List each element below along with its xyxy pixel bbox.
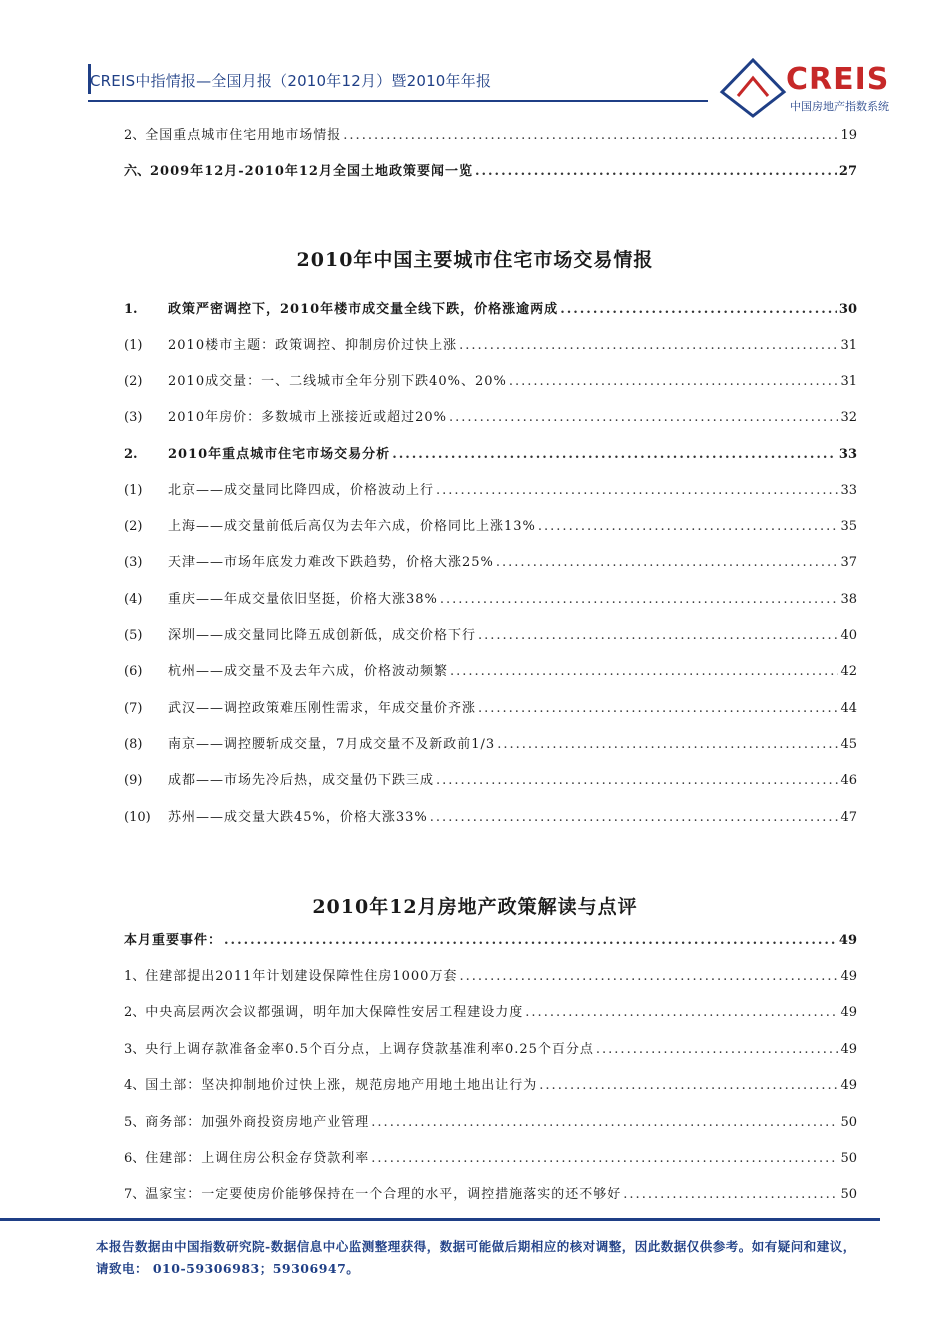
- toc-text: 上海——成交量前低后高仅为去年六成，价格同比上涨13%: [168, 519, 536, 534]
- toc-row[interactable]: [124, 372, 857, 392]
- toc-text: 温家宝：一定要使房价能够保持在一个合理的水平，调控措施落实的还不够好: [145, 1187, 622, 1202]
- toc-page-number: 37: [840, 555, 857, 570]
- toc-leader-dots: [539, 1076, 838, 1096]
- toc-number: (2): [124, 374, 143, 389]
- toc-page-number: 19: [840, 128, 857, 143]
- toc-row[interactable]: [124, 481, 857, 501]
- toc-leader-dots: [538, 517, 839, 537]
- toc-number: (8): [124, 737, 143, 752]
- toc-leader-dots: [478, 699, 838, 719]
- toc-row[interactable]: [124, 1040, 857, 1060]
- toc-text: 央行上调存款准备金率0.5个百分点，上调存贷款基准利率0.25个百分点: [145, 1042, 594, 1057]
- toc-text: 住建部提出2011年计划建设保障性住房1000万套: [145, 969, 458, 984]
- header-title: CREIS中指情报—全国月报（2010年12月）暨2010年年报: [90, 72, 492, 90]
- toc-text: 深圳——成交量同比降五成创新低，成交价格下行: [168, 628, 477, 643]
- toc-number: (6): [124, 664, 143, 679]
- toc-row[interactable]: [124, 967, 857, 987]
- toc-leader-dots: [459, 967, 838, 987]
- toc-page-number: 27: [838, 164, 857, 179]
- toc-text: 全国重点城市住宅用地市场情报: [145, 128, 342, 143]
- toc-text: 2010年重点城市住宅市场交易分析: [168, 447, 391, 462]
- toc-number: 7、: [124, 1187, 146, 1202]
- toc-row[interactable]: [124, 1003, 857, 1023]
- toc-text: 2010年房价：多数城市上涨接近或超过20%: [168, 410, 447, 425]
- toc-number: 5、: [124, 1115, 146, 1130]
- toc-leader-dots: [525, 1003, 838, 1023]
- toc-leader-dots: [343, 126, 838, 146]
- toc-text: 2010楼市主题：政策调控、抑制房价过快上涨: [168, 338, 458, 353]
- toc-leader-dots: [371, 1149, 838, 1169]
- toc-page-number: 45: [840, 737, 857, 752]
- creis-logo-mark-icon: [718, 56, 788, 118]
- toc-leader-dots: [478, 626, 838, 646]
- toc-page-number: 31: [840, 374, 857, 389]
- footer-rule: [0, 1218, 880, 1221]
- toc-leader-dots: [450, 662, 838, 682]
- toc-row[interactable]: [124, 408, 857, 428]
- toc-number: (10): [124, 810, 151, 825]
- toc-leader-dots: [596, 1040, 839, 1060]
- toc-text: 天津——市场年底发力难改下跌趋势，价格大涨25%: [168, 555, 494, 570]
- toc-page-number: 38: [840, 592, 857, 607]
- toc-number: 3、: [124, 1042, 146, 1057]
- toc-text: 中央高层两次会议都强调，明年加大保障性安居工程建设力度: [145, 1005, 524, 1020]
- toc-number: (4): [124, 592, 143, 607]
- creis-logo: [718, 56, 918, 118]
- toc-page-number: 44: [840, 701, 857, 716]
- toc-number: 1、: [124, 969, 146, 984]
- toc-page-number: 46: [840, 773, 857, 788]
- toc-row[interactable]: [124, 300, 857, 320]
- toc-row[interactable]: [124, 1076, 857, 1096]
- logo-subtitle: 中国房地产指数系统: [790, 100, 889, 113]
- toc-text: 商务部：加强外商投资房地产业管理: [145, 1115, 370, 1130]
- toc-number: 六、: [124, 164, 151, 179]
- toc-number: 2.: [124, 447, 138, 462]
- section-title: 2010年中国主要城市住宅市场交易情报: [296, 249, 654, 271]
- toc-number: (2): [124, 519, 143, 534]
- toc-text: 北京——成交量同比降四成，价格波动上行: [168, 483, 435, 498]
- toc-number: 1.: [124, 302, 138, 317]
- toc-row[interactable]: [124, 126, 857, 146]
- toc-number: (5): [124, 628, 143, 643]
- footer-note: 本报告数据由中国指数研究院-数据信息中心监测整理获得，数据可能做后期相应的核对调整，因此数据仅供参考。如有疑问和建议，请致电： 010-59306983；59306947。: [96, 1239, 856, 1276]
- toc-page-number: 49: [840, 969, 857, 984]
- toc-number: (3): [124, 555, 143, 570]
- toc-leader-dots: [623, 1185, 838, 1205]
- toc-row[interactable]: [124, 662, 857, 682]
- toc-page-number: 33: [838, 447, 857, 462]
- toc-leader-dots: [459, 336, 838, 356]
- toc-row[interactable]: [124, 336, 857, 356]
- toc-row[interactable]: [124, 445, 857, 465]
- toc-row[interactable]: [124, 931, 857, 951]
- toc-text: 住建部：上调住房公积金存贷款利率: [145, 1151, 370, 1166]
- toc-leader-dots: [436, 481, 838, 501]
- toc-text: 武汉——调控政策难压刚性需求，年成交量价齐涨: [168, 701, 477, 716]
- toc-page-number: 40: [840, 628, 857, 643]
- toc-row[interactable]: [124, 626, 857, 646]
- toc-page-number: 33: [840, 483, 857, 498]
- toc-leader-dots: [436, 771, 838, 791]
- toc-page-number: 31: [840, 338, 857, 353]
- toc-row[interactable]: [124, 699, 857, 719]
- toc-page-number: 50: [840, 1115, 857, 1130]
- toc-text: 杭州——成交量不及去年六成，价格波动频繁: [168, 664, 449, 679]
- toc-row[interactable]: [124, 735, 857, 755]
- toc-leader-dots: [475, 162, 837, 182]
- toc-leader-dots: [371, 1113, 838, 1133]
- toc-page-number: 47: [840, 810, 857, 825]
- toc-text: 苏州——成交量大跌45%，价格大涨33%: [168, 810, 428, 825]
- toc-row[interactable]: [124, 1185, 857, 1205]
- toc-row[interactable]: [124, 1149, 857, 1169]
- toc-leader-dots: [430, 808, 839, 828]
- toc-text: 政策严密调控下，2010年楼市成交量全线下跌，价格涨逾两成: [168, 302, 559, 317]
- toc-number: 6、: [124, 1151, 146, 1166]
- toc-page-number: 49: [840, 1042, 857, 1057]
- toc-row[interactable]: [124, 1113, 857, 1133]
- toc-number: 4、: [124, 1078, 146, 1093]
- toc-page-number: 49: [840, 1005, 857, 1020]
- header-rule: [88, 100, 708, 102]
- toc-number: 2、: [124, 1005, 146, 1020]
- toc-number: 2、: [124, 128, 146, 143]
- toc-number: (1): [124, 483, 143, 498]
- toc-row[interactable]: [124, 553, 857, 573]
- toc-text: 本月重要事件：: [124, 933, 223, 948]
- toc-text: 南京——调控腰斩成交量，7月成交量不及新政前1/3: [168, 737, 496, 752]
- toc-row[interactable]: [124, 162, 857, 182]
- toc-page-number: 49: [840, 1078, 857, 1093]
- toc-row[interactable]: [124, 771, 857, 791]
- logo-text: CREIS: [786, 62, 890, 97]
- toc-leader-dots: [509, 372, 839, 392]
- toc-leader-dots: [224, 931, 837, 951]
- toc-row[interactable]: [124, 590, 857, 610]
- toc-row[interactable]: [124, 517, 857, 537]
- toc-page-number: 50: [840, 1151, 857, 1166]
- toc-number: (3): [124, 410, 143, 425]
- toc-leader-dots: [392, 445, 837, 465]
- toc-page-number: 49: [838, 933, 857, 948]
- section-title: 2010年12月房地产政策解读与点评: [312, 896, 638, 918]
- toc-page-number: 35: [840, 519, 857, 534]
- toc-text: 成都——市场先冷后热，成交量仍下跌三成: [168, 773, 435, 788]
- toc-leader-dots: [496, 553, 839, 573]
- toc-number: (9): [124, 773, 143, 788]
- toc-page-number: 30: [838, 302, 857, 317]
- toc-text: 2010成交量：一、二线城市全年分别下跌40%、20%: [168, 374, 507, 389]
- toc-leader-dots: [497, 735, 838, 755]
- toc-page-number: 50: [840, 1187, 857, 1202]
- toc-text: 国土部：坚决抑制地价过快上涨，规范房地产用地土地出让行为: [145, 1078, 538, 1093]
- toc-leader-dots: [560, 300, 837, 320]
- toc-row[interactable]: [124, 808, 857, 828]
- toc-text: 重庆——年成交量依旧坚挺，价格大涨38%: [168, 592, 438, 607]
- toc-leader-dots: [440, 590, 839, 610]
- toc-text: 2009年12月-2010年12月全国土地政策要闻一览: [150, 164, 473, 179]
- toc-page-number: 32: [840, 410, 857, 425]
- toc-number: (7): [124, 701, 143, 716]
- toc-number: (1): [124, 338, 143, 353]
- toc-page-number: 42: [840, 664, 857, 679]
- toc-leader-dots: [449, 408, 838, 428]
